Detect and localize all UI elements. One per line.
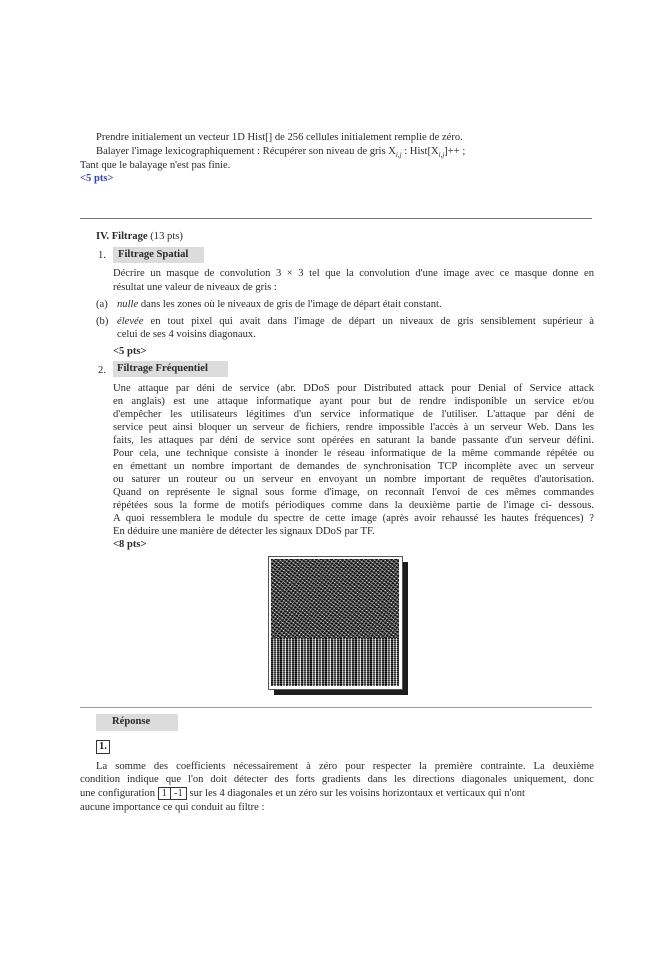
item-2-number: 2. <box>98 365 106 376</box>
algo-line-1: Prendre initialement un vecteur 1D Hist[] de 256 cellules initialement remplie de zéro. <box>96 132 463 143</box>
response-line-3-start: une configuration <box>80 788 156 799</box>
config-cell: 1 <box>158 787 171 800</box>
section-divider <box>80 218 592 219</box>
sub-item-a-label: (a) <box>96 299 108 310</box>
paragraph-line: service peut ainsi bloquer un serveur de fichiers, rendre impossible l'accès à un serveur Web. Dans les <box>113 422 594 433</box>
paragraph-line: ou saturer un routeur ou un serveur en envoyant un nombre important de requêtes d'autorisation. <box>113 474 594 485</box>
response-item-number: 1. <box>96 740 110 754</box>
item-2-heading-text: Filtrage Fréquentiel <box>117 363 208 374</box>
algo-line-3: Tant que le balayage n'est pas finie. <box>80 160 231 171</box>
response-label <box>96 714 178 731</box>
paragraph-line: en émettant un nombre important de demandes de synchronisation TCP incomplète avec un serveur <box>113 461 594 472</box>
sub-item-b-label: (b) <box>96 316 109 327</box>
item-1-points: <5 pts> <box>113 346 147 357</box>
paragraph-line: Quand on représente le signal sous forme d'image, on reconnaît l'envoi de ces mêmes commandes <box>113 487 594 498</box>
paragraph-line: faits, les attaques par déni de service sont opérées en saturant la bande passante d'un serveur défini. <box>113 435 594 446</box>
algo-line-2-text: Balayer l'image lexicographiquement : Récupérer son niveau de gris X <box>96 146 396 157</box>
sub-item-a-emph: nulle <box>117 299 139 310</box>
response-line-4: aucune importance ce qui conduit au filtre : <box>80 802 265 813</box>
response-line-1: La somme des coefficients nécessairement à zéro pour respecter la première contrainte. La deuxième <box>96 761 594 772</box>
paragraph-line: répétées sous la forme de motifs périodiques comme dans la deuxième partie de l'image ci- dessous. <box>113 500 594 511</box>
config-cell: -1 <box>171 787 187 800</box>
response-label-text: Réponse <box>112 716 151 727</box>
points-label-top: <5 pts> <box>80 173 114 184</box>
item-2-points: <8 pts> <box>113 539 147 550</box>
section-title-points: (13 pts) <box>150 231 183 242</box>
subscript: i,j <box>395 151 402 160</box>
sub-item-a <box>117 298 442 311</box>
ddos-signal-image <box>271 559 399 686</box>
response-line-2: condition indique que l'on doit détecter des forts gradients dans les directions diagonales uniquement, donc <box>80 774 594 785</box>
response-line-3 <box>80 787 525 800</box>
paragraph-line: d'empêcher les utilisateurs légitimes d'un service informatique de l'utiliser. L'attaque par déni de <box>113 409 594 420</box>
section-title-bold: IV. Filtrage <box>96 231 148 242</box>
item-1-intro-line-1: Décrire un masque de convolution 3 × 3 tel que la convolution d'une image avec ce masque donne en <box>113 268 594 279</box>
item-1-heading <box>113 247 204 263</box>
algo-line-2-end: ]++ ; <box>444 146 466 157</box>
sub-item-b-text: en tout pixel qui avait dans l'image de départ un niveaux de gris sensiblement supérieur à <box>143 316 594 327</box>
sub-item-b-emph: élevée <box>117 316 144 327</box>
item-1-number: 1. <box>98 250 106 261</box>
sub-item-a-text: dans les zones où le niveaux de gris de l'image de départ était constant. <box>138 299 442 310</box>
periodic-stripes-region <box>271 638 399 686</box>
response-divider <box>80 707 592 708</box>
paragraph-line: en anglais) est une attaque informatique ayant pour but de rendre indisponible un service et/ou <box>113 396 594 407</box>
noise-region <box>271 559 399 638</box>
item-1-heading-text: Filtrage Spatial <box>118 249 189 260</box>
paragraph-line: Une attaque par déni de service (abr. DDoS pour Distributed attack pour Denial of Service attack <box>113 383 594 394</box>
sub-item-b <box>117 315 594 328</box>
algo-line-2-mid: : Hist[X <box>401 146 439 157</box>
item-2-heading <box>113 361 228 377</box>
paragraph-line: A quoi ressemblera le module du spectre de cette image (après avoir rehaussé les hautes fréquences) ? <box>113 513 594 524</box>
response-line-3-end: sur les 4 diagonales et un zéro sur les voisins horizontaux et verticaux qui n'ont <box>189 788 525 799</box>
paragraph-line: Pour cela, une technique consiste à inonder le réseau informatique de la même commande répétée ou <box>113 448 594 459</box>
subscript: i,j <box>438 151 445 160</box>
section-title <box>96 230 183 243</box>
sub-item-b-line-2: celui de ses 4 voisins diagonaux. <box>117 329 256 340</box>
item-1-intro-line-2: résultat une valeur de niveaux de gris : <box>113 282 277 293</box>
paragraph-line: En déduire une manière de détecter les signaux DDoS par TF. <box>113 526 375 537</box>
